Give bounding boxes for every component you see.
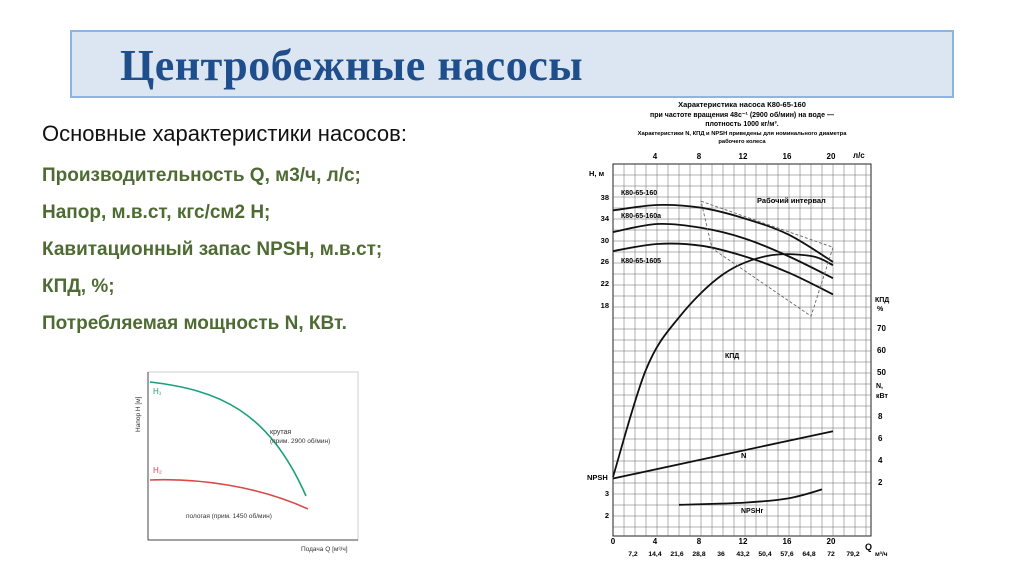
q-tick: 14,4 <box>648 551 662 558</box>
n-tick: 6 <box>878 434 883 443</box>
chart-title-line: рабочего колеса <box>718 139 766 145</box>
npsh-ticks <box>605 489 609 520</box>
chart-title-line: Характеристики N, КПД и NPSH приведены для номинального диаметра <box>637 131 847 137</box>
q-top-tick: 0 <box>610 537 616 546</box>
work-range-label: Рабочий интервал <box>757 196 826 205</box>
q-tick: 72 <box>827 551 835 558</box>
eff-axis-unit: % <box>877 306 884 313</box>
steep-note: (прим. 2900 об/мин) <box>270 438 331 445</box>
series-label-k80-65-1605: К80-65-1605 <box>621 258 662 265</box>
eff-tick: 60 <box>877 346 886 355</box>
series-label-k80-65-160: К80-65-160 <box>621 190 658 197</box>
npsh-tick: 2 <box>604 511 609 520</box>
ls-tick: 8 <box>696 152 702 161</box>
q-tick: 79,2 <box>846 551 860 558</box>
q-tick: 36 <box>717 551 725 558</box>
q-top-tick: 4 <box>652 537 658 546</box>
q-tick: 28,8 <box>692 551 706 558</box>
slide-title: Центробежные насосы <box>120 41 584 90</box>
n-curve-label: N <box>741 451 747 460</box>
npsh-tick: 3 <box>604 489 609 498</box>
h-tick: 38 <box>600 193 609 202</box>
ls-tick: 12 <box>738 152 748 161</box>
h-tick: 22 <box>600 279 609 288</box>
ls-ticks <box>653 152 836 161</box>
q-tick: 64,8 <box>802 551 816 558</box>
h-tick: 34 <box>600 214 609 223</box>
n-axis-unit: кВт <box>876 393 888 400</box>
h1-label: H₁ <box>153 387 162 396</box>
slide-subtitle: Основные характеристики насосов: <box>42 121 407 146</box>
h-tick: 18 <box>600 301 609 310</box>
steep-label: крутая <box>270 429 292 436</box>
head-flow-figure <box>128 370 364 558</box>
eff-tick: 50 <box>877 368 886 377</box>
q-top-tick: 16 <box>782 537 792 546</box>
n-tick: 8 <box>878 412 883 421</box>
q-axis-unit: м³/ч <box>875 551 888 558</box>
q-top-tick: 12 <box>738 537 748 546</box>
list-item: Кавитационный запас NPSH, м.в.ст; <box>42 239 383 260</box>
eff-curve-label: КПД <box>725 353 740 360</box>
n-ticks <box>878 412 883 487</box>
top-q-ticks <box>611 537 836 546</box>
q-ticks <box>628 551 860 558</box>
h-tick: 30 <box>600 236 609 245</box>
npsh-curve-label: NPSHr <box>741 508 764 515</box>
chart-title-line: Характеристика насоса К80-65-160 <box>678 100 806 109</box>
list-item: КПД, %; <box>42 276 115 297</box>
q-top-tick: 8 <box>696 537 702 546</box>
pump-characteristic-chart <box>585 98 897 564</box>
ls-tick: 16 <box>782 152 792 161</box>
h-axis-unit: Н, м <box>589 169 605 178</box>
chart-title-line: при частоте вращения 48с⁻¹ (2900 об/мин) на воде — <box>650 112 834 119</box>
list-item: Производительность Q, м3/ч, л/с; <box>42 165 361 186</box>
h-tick: 26 <box>600 257 609 266</box>
q-tick: 21,6 <box>670 551 684 558</box>
h2-label: H₂ <box>153 466 162 475</box>
q-top-tick: 20 <box>826 537 836 546</box>
chart-title-line: плотность 1000 кг/м³. <box>705 121 779 128</box>
eff-tick: 70 <box>877 324 886 333</box>
title-bar <box>70 30 954 98</box>
q-tick: 50,4 <box>758 551 772 558</box>
flat-label: пологая (прим. 1450 об/мин) <box>186 513 272 520</box>
y-axis-label: Напор Н [м] <box>135 396 142 432</box>
series-label-k80-65-160a: К80-65-160а <box>621 213 662 220</box>
npsh-axis-label: NPSH <box>587 473 608 482</box>
n-tick: 2 <box>878 478 883 487</box>
list-item: Потребляемая мощность N, КВт. <box>42 313 347 334</box>
eff-axis-unit: КПД <box>875 297 890 304</box>
q-tick: 43,2 <box>736 551 750 558</box>
q-axis-label: Q <box>865 542 873 552</box>
ls-tick: 20 <box>826 152 836 161</box>
x-axis-label: Подача Q [м³/ч] <box>301 546 348 553</box>
q-tick: 57,6 <box>780 551 794 558</box>
list-item: Напор, м.в.ст, кгс/см2 H; <box>42 202 271 223</box>
q-tick: 7,2 <box>628 551 638 558</box>
n-axis-unit: N, <box>876 383 883 390</box>
h-ticks <box>601 193 610 310</box>
characteristics-list <box>42 162 382 347</box>
series-line-npshr <box>679 489 822 504</box>
n-tick: 4 <box>878 456 883 465</box>
ls-tick: 4 <box>652 152 658 161</box>
eff-ticks <box>877 324 886 377</box>
chart-title-block <box>638 100 848 145</box>
ls-axis-unit: л/с <box>853 151 865 160</box>
